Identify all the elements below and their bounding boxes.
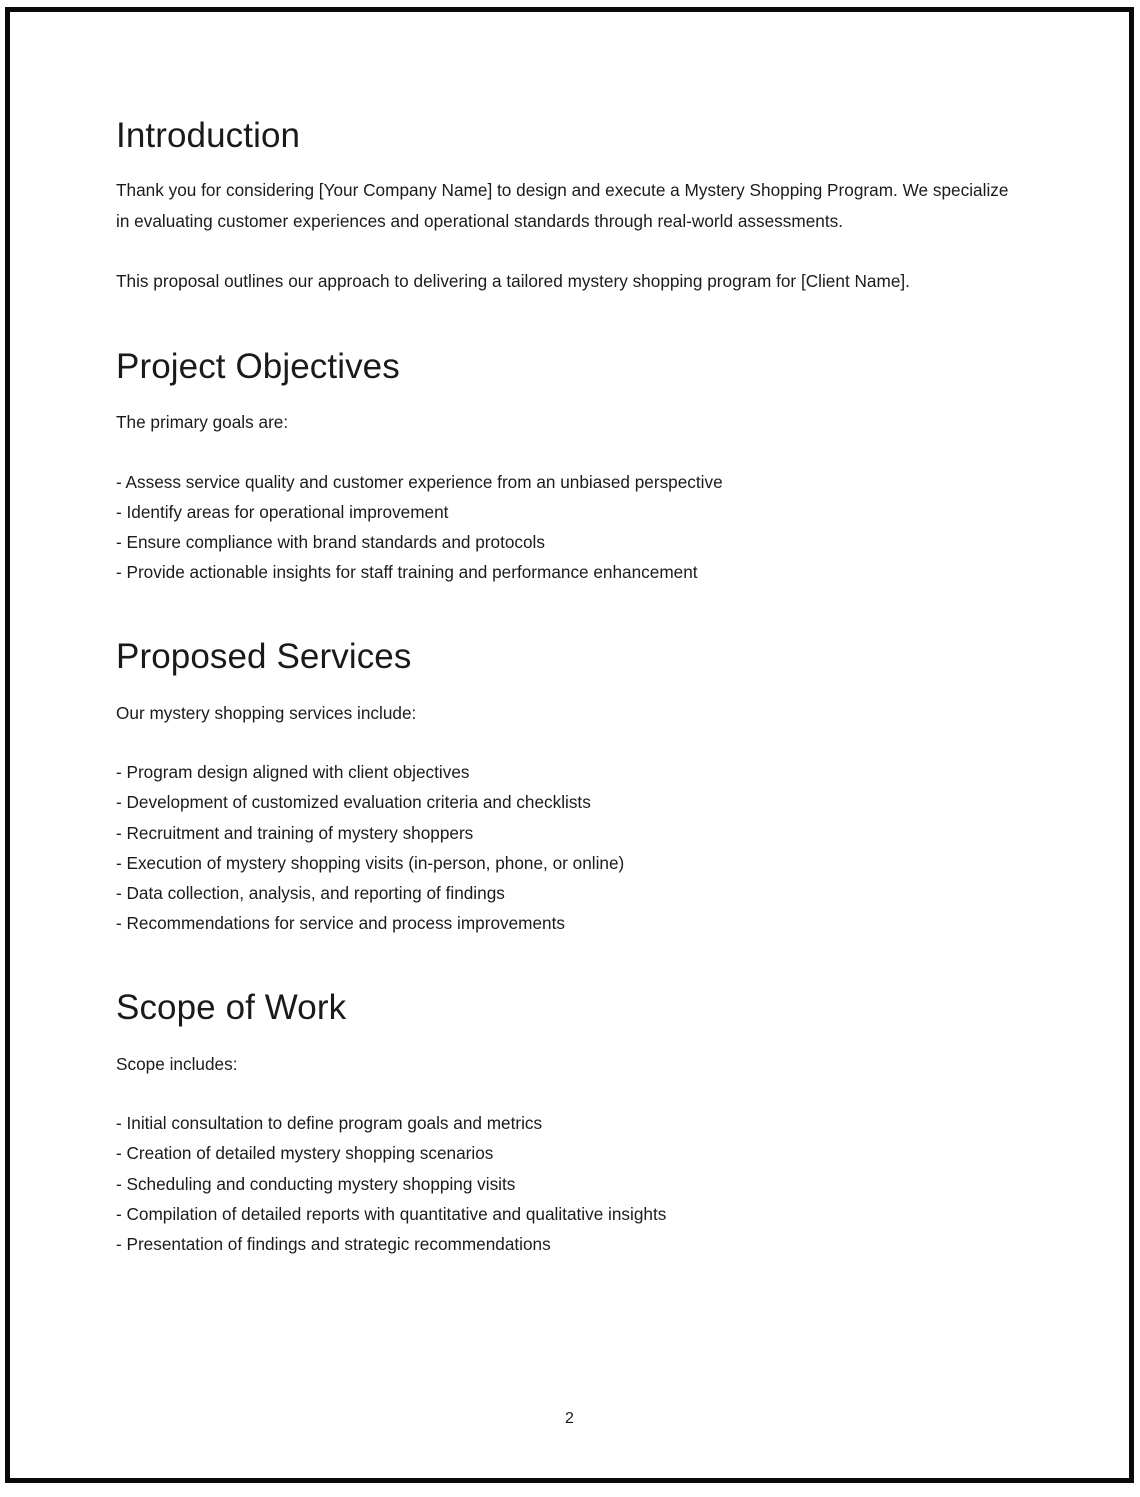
list-item: - Creation of detailed mystery shopping scenarios <box>116 1143 494 1164</box>
list-item: - Execution of mystery shopping visits (in-person, phone, or online) <box>116 852 625 873</box>
lead-text-scope-of-work: Scope includes: <box>116 1053 238 1074</box>
list-item: - Presentation of findings and strategic recommendations <box>116 1234 551 1255</box>
section-proposed-services <box>116 636 1018 938</box>
document-page <box>5 7 1134 1483</box>
section-introduction <box>116 115 1018 297</box>
heading-block <box>116 115 1018 156</box>
list-item: - Compilation of detailed reports with quantitative and qualitative insights <box>116 1203 667 1224</box>
list-item: - Recruitment and training of mystery shoppers <box>116 822 474 843</box>
section-heading-scope-of-work: Scope of Work <box>116 988 347 1028</box>
list-item: - Initial consultation to define program goals and metrics <box>116 1113 543 1134</box>
list-proposed-services <box>116 757 1018 938</box>
section-project-objectives <box>116 346 1018 588</box>
page-body <box>116 115 1018 1259</box>
section-heading-project-objectives: Project Objectives <box>116 346 400 386</box>
heading-block <box>116 636 1018 677</box>
paragraph-intro-2: This proposal outlines our approach to delivering a tailored mystery shopping program for [Client Name]. <box>116 271 910 292</box>
section-heading-introduction: Introduction <box>116 116 301 155</box>
list-item: - Development of customized evaluation criteria and checklists <box>116 792 591 813</box>
heading-block <box>116 346 1018 387</box>
list-item: - Data collection, analysis, and reporting of findings <box>116 883 505 904</box>
list-item: - Ensure compliance with brand standards and protocols <box>116 532 545 552</box>
list-item: - Scheduling and conducting mystery shopping visits <box>116 1173 516 1194</box>
page-number: 2 <box>565 1410 574 1427</box>
list-project-objectives <box>116 467 1018 588</box>
heading-block <box>116 987 1018 1028</box>
lead-text-proposed-services: Our mystery shopping services include: <box>116 702 417 723</box>
section-scope-of-work <box>116 987 1018 1259</box>
paragraph-intro-1: Thank you for considering [Your Company Name] to design and execute a Mystery Shopping Program. We specialize in evaluating customer experiences and operational standards through real-world assessments. <box>116 180 1009 231</box>
section-heading-proposed-services: Proposed Services <box>116 637 412 677</box>
list-scope-of-work <box>116 1108 1018 1259</box>
list-item: - Assess service quality and customer experience from an unbiased perspective <box>116 471 723 492</box>
list-item: - Provide actionable insights for staff training and performance enhancement <box>116 562 698 583</box>
lead-text-project-objectives: The primary goals are: <box>116 412 289 433</box>
list-item: - Program design aligned with client objectives <box>116 762 470 783</box>
list-item: - Identify areas for operational improvement <box>116 501 449 522</box>
list-item: - Recommendations for service and process improvements <box>116 913 565 934</box>
